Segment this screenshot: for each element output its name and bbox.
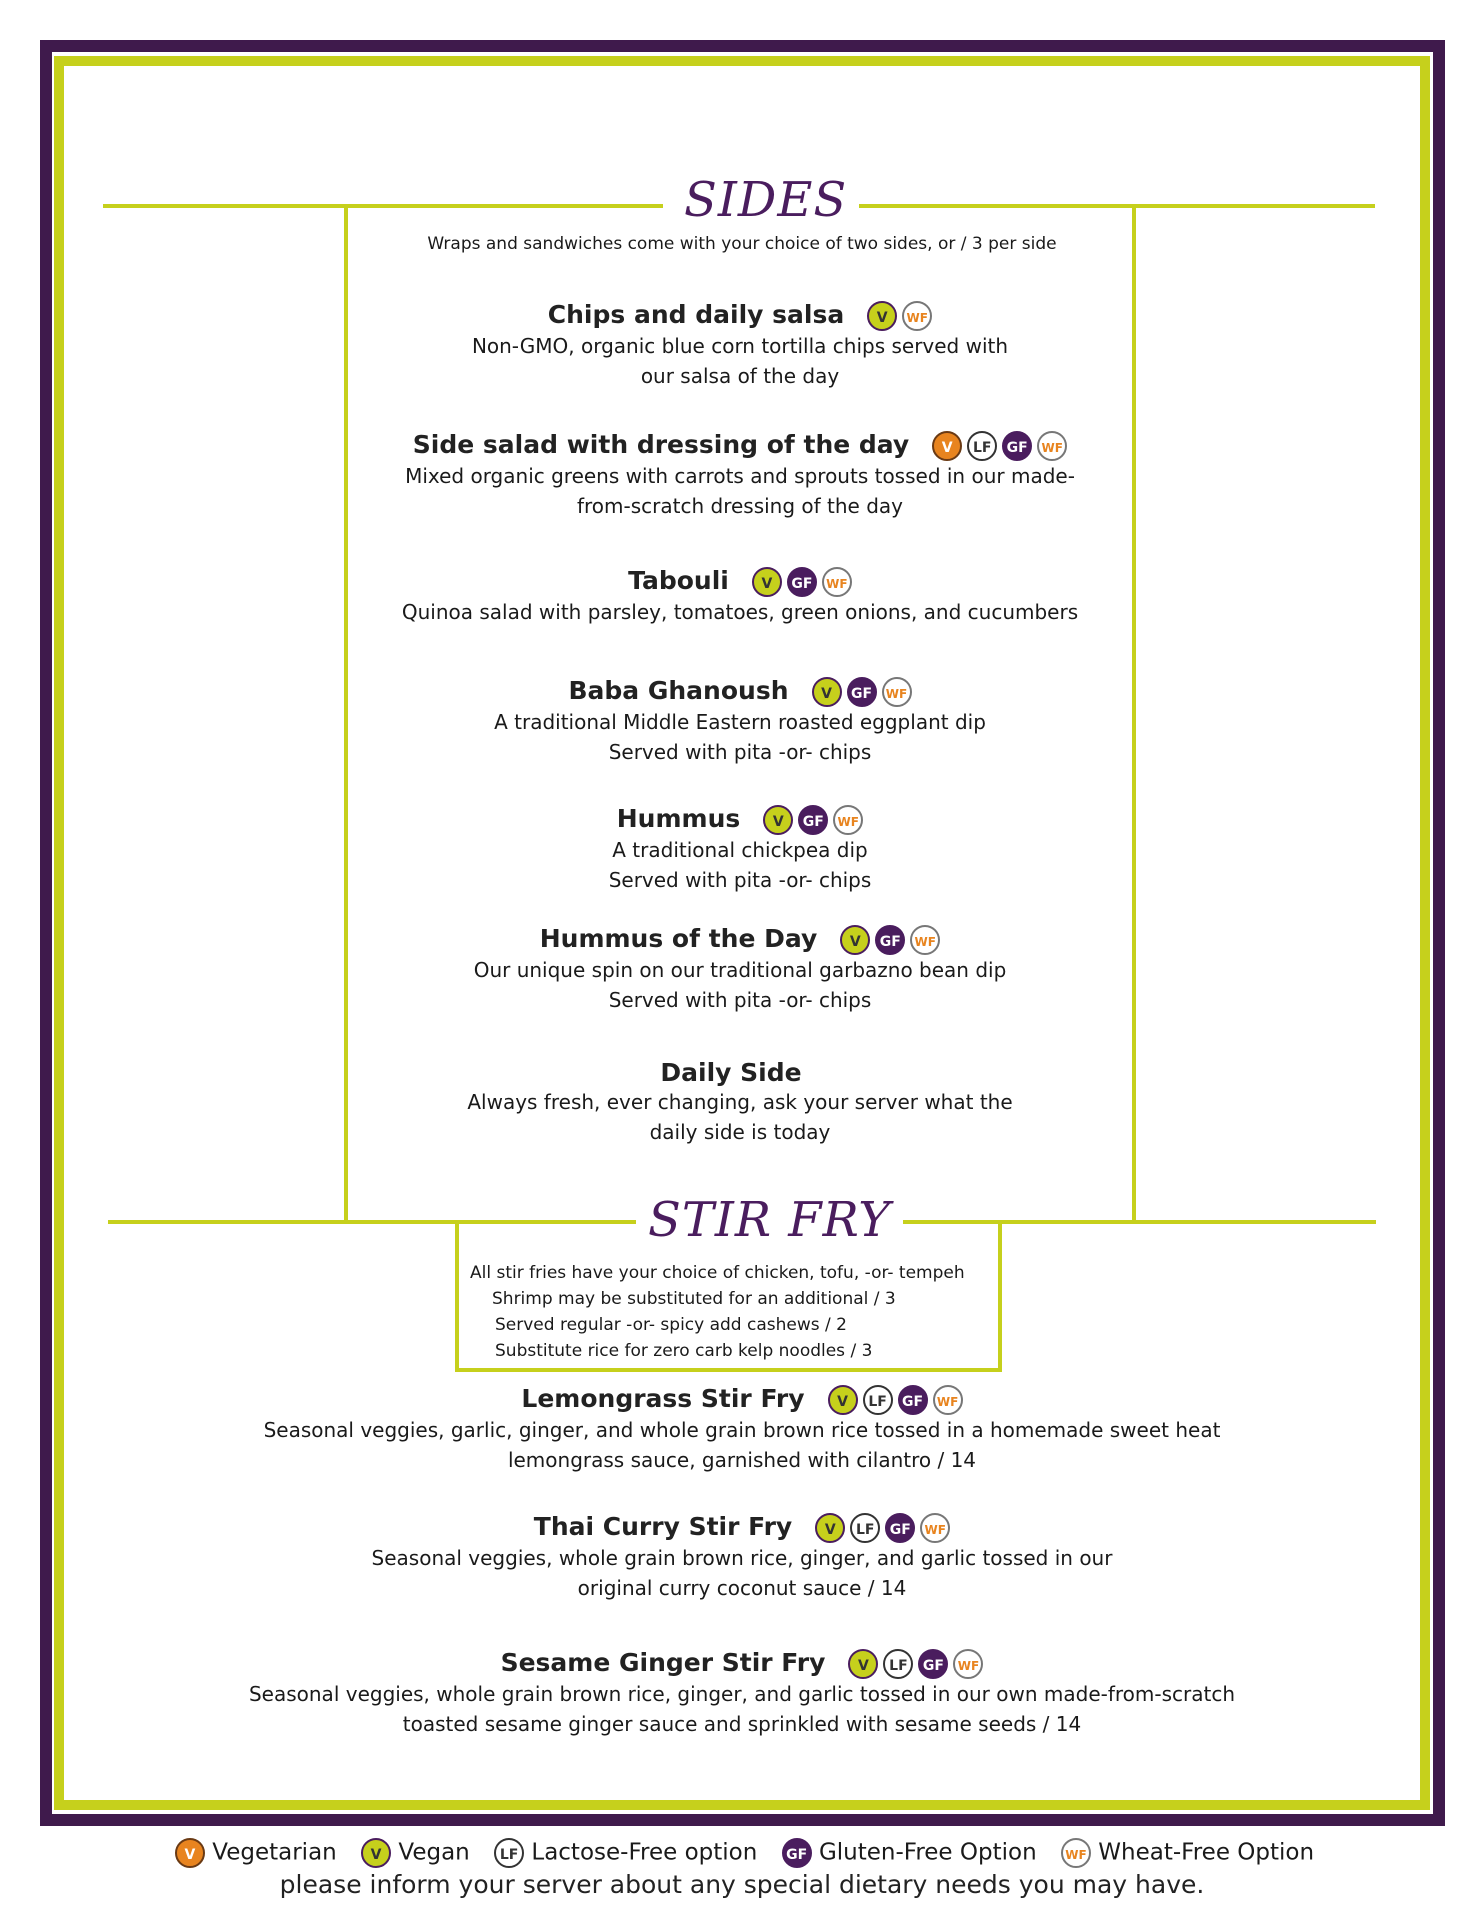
menu-item (348, 430, 1132, 521)
item-description: Our unique spin on our traditional garbazno bean dip (473, 958, 1007, 982)
item-name: Hummus of the Day (539, 924, 818, 953)
wheat-free-icon: WF (822, 567, 852, 597)
wheat-free-icon: WF (833, 805, 863, 835)
lactose-free-icon: LF (863, 1385, 893, 1415)
menu-item (160, 1648, 1324, 1739)
item-description: original curry coconut sauce / 14 (577, 1576, 907, 1600)
vegan-icon: V (848, 1649, 878, 1679)
item-name: Tabouli (628, 566, 729, 595)
wheat-free-icon: WF (902, 301, 932, 331)
menu-item (348, 924, 1132, 1015)
item-name: Baba Ghanoush (568, 676, 789, 705)
vegan-icon: V (763, 805, 793, 835)
item-description: Non-GMO, organic blue corn tortilla chips served with (471, 334, 1009, 358)
stirfry-title: STIR FRY (636, 1192, 903, 1248)
item-description: from-scratch dressing of the day (576, 494, 904, 518)
item-description: Seasonal veggies, whole grain brown rice, ginger, and garlic tossed in our (371, 1546, 1113, 1570)
gluten-free-icon: GF (782, 1838, 812, 1868)
gluten-free-icon: GF (885, 1513, 915, 1543)
item-description: A traditional chickpea dip (612, 838, 868, 862)
vegan-icon: V (828, 1385, 858, 1415)
item-name: Daily Side (660, 1058, 802, 1087)
lactose-free-icon: LF (850, 1513, 880, 1543)
item-description: Seasonal veggies, whole grain brown rice, ginger, and garlic tossed in our own made-from-scratch (248, 1682, 1236, 1706)
wheat-free-icon: WF (910, 925, 940, 955)
item-name: Sesame Ginger Stir Fry (500, 1648, 826, 1677)
stirfry-notes (470, 1260, 1000, 1364)
gluten-free-icon: GF (875, 925, 905, 955)
item-description: Mixed organic greens with carrots and sprouts tossed in our made- (405, 464, 1075, 488)
gluten-free-icon: GF (847, 677, 877, 707)
item-name: Thai Curry Stir Fry (533, 1512, 793, 1541)
sides-box-right (1132, 206, 1136, 1220)
lactose-free-icon: LF (883, 1649, 913, 1679)
vegan-icon: V (867, 301, 897, 331)
item-name: Chips and daily salsa (547, 300, 845, 329)
item-description: Served with pita -or- chips (608, 988, 872, 1012)
menu-item (348, 566, 1132, 627)
gluten-free-icon: GF (898, 1385, 928, 1415)
wheat-free-icon: WF (953, 1649, 983, 1679)
vegetarian-icon: V (932, 431, 962, 461)
gluten-free-icon: GF (918, 1649, 948, 1679)
item-description: A traditional Middle Eastern roasted eggplant dip (494, 710, 986, 734)
vegan-icon: V (361, 1838, 391, 1868)
sides-note: Wraps and sandwiches come with your choice of two sides, or / 3 per side (427, 234, 1057, 254)
gluten-free-icon: GF (798, 805, 828, 835)
legend-vegan: Vegan (398, 1839, 470, 1866)
stirfry-note: Substitute rice for zero carb kelp noodles / 3 (495, 1341, 873, 1361)
vegan-icon: V (815, 1513, 845, 1543)
wheat-free-icon: WF (882, 677, 912, 707)
item-description: our salsa of the day (640, 364, 840, 388)
vegan-icon: V (752, 567, 782, 597)
menu-item (160, 1512, 1324, 1603)
lactose-free-icon: LF (967, 431, 997, 461)
menu-item (348, 804, 1132, 895)
item-description: Served with pita -or- chips (608, 740, 872, 764)
menu-item (348, 676, 1132, 767)
stirfry-note: All stir fries have your choice of chicken, tofu, -or- tempeh (470, 1263, 965, 1283)
item-name: Hummus (616, 804, 741, 833)
wheat-free-icon: WF (920, 1513, 950, 1543)
gluten-free-icon: GF (787, 567, 817, 597)
wheat-free-icon: WF (933, 1385, 963, 1415)
legend-lactose-free: Lactose-Free option (531, 1839, 758, 1866)
menu-item (348, 1058, 1132, 1147)
vegan-icon: V (812, 677, 842, 707)
gluten-free-icon: GF (1002, 431, 1032, 461)
item-name: Side salad with dressing of the day (412, 430, 910, 459)
stirfry-note: Served regular -or- spicy add cashews / 2 (495, 1315, 847, 1335)
legend-vegetarian: Vegetarian (212, 1839, 337, 1866)
legend-wheat-free: Wheat-Free Option (1098, 1839, 1315, 1866)
legend-gluten-free: Gluten-Free Option (818, 1839, 1037, 1866)
item-description: Served with pita -or- chips (608, 868, 872, 892)
item-description: Seasonal veggies, garlic, ginger, and whole grain brown rice tossed in a homemade sweet heat (263, 1418, 1221, 1442)
wheat-free-icon: WF (1061, 1838, 1091, 1868)
vegan-icon: V (840, 925, 870, 955)
menu-item (160, 1384, 1324, 1475)
item-description: daily side is today (649, 1120, 831, 1144)
item-description: Quinoa salad with parsley, tomatoes, green onions, and cucumbers (401, 600, 1079, 624)
item-name: Lemongrass Stir Fry (521, 1384, 805, 1413)
stirfry-note: Shrimp may be substituted for an additional / 3 (492, 1289, 896, 1309)
sides-title: SIDES (672, 172, 859, 228)
dietary-legend (0, 1838, 1484, 1899)
item-description: Always fresh, ever changing, ask your server what the (467, 1090, 1013, 1114)
dietary-note: please inform your server about any special dietary needs you may have. (279, 1870, 1205, 1899)
sides-rule-left (103, 204, 663, 208)
menu-item (348, 300, 1132, 391)
item-description: lemongrass sauce, garnished with cilantro / 14 (507, 1448, 977, 1472)
sides-rule-right (825, 204, 1375, 208)
wheat-free-icon: WF (1037, 431, 1067, 461)
vegetarian-icon: V (175, 1838, 205, 1868)
lactose-free-icon: LF (494, 1838, 524, 1868)
item-description: toasted sesame ginger sauce and sprinkled with sesame seeds / 14 (402, 1712, 1082, 1736)
